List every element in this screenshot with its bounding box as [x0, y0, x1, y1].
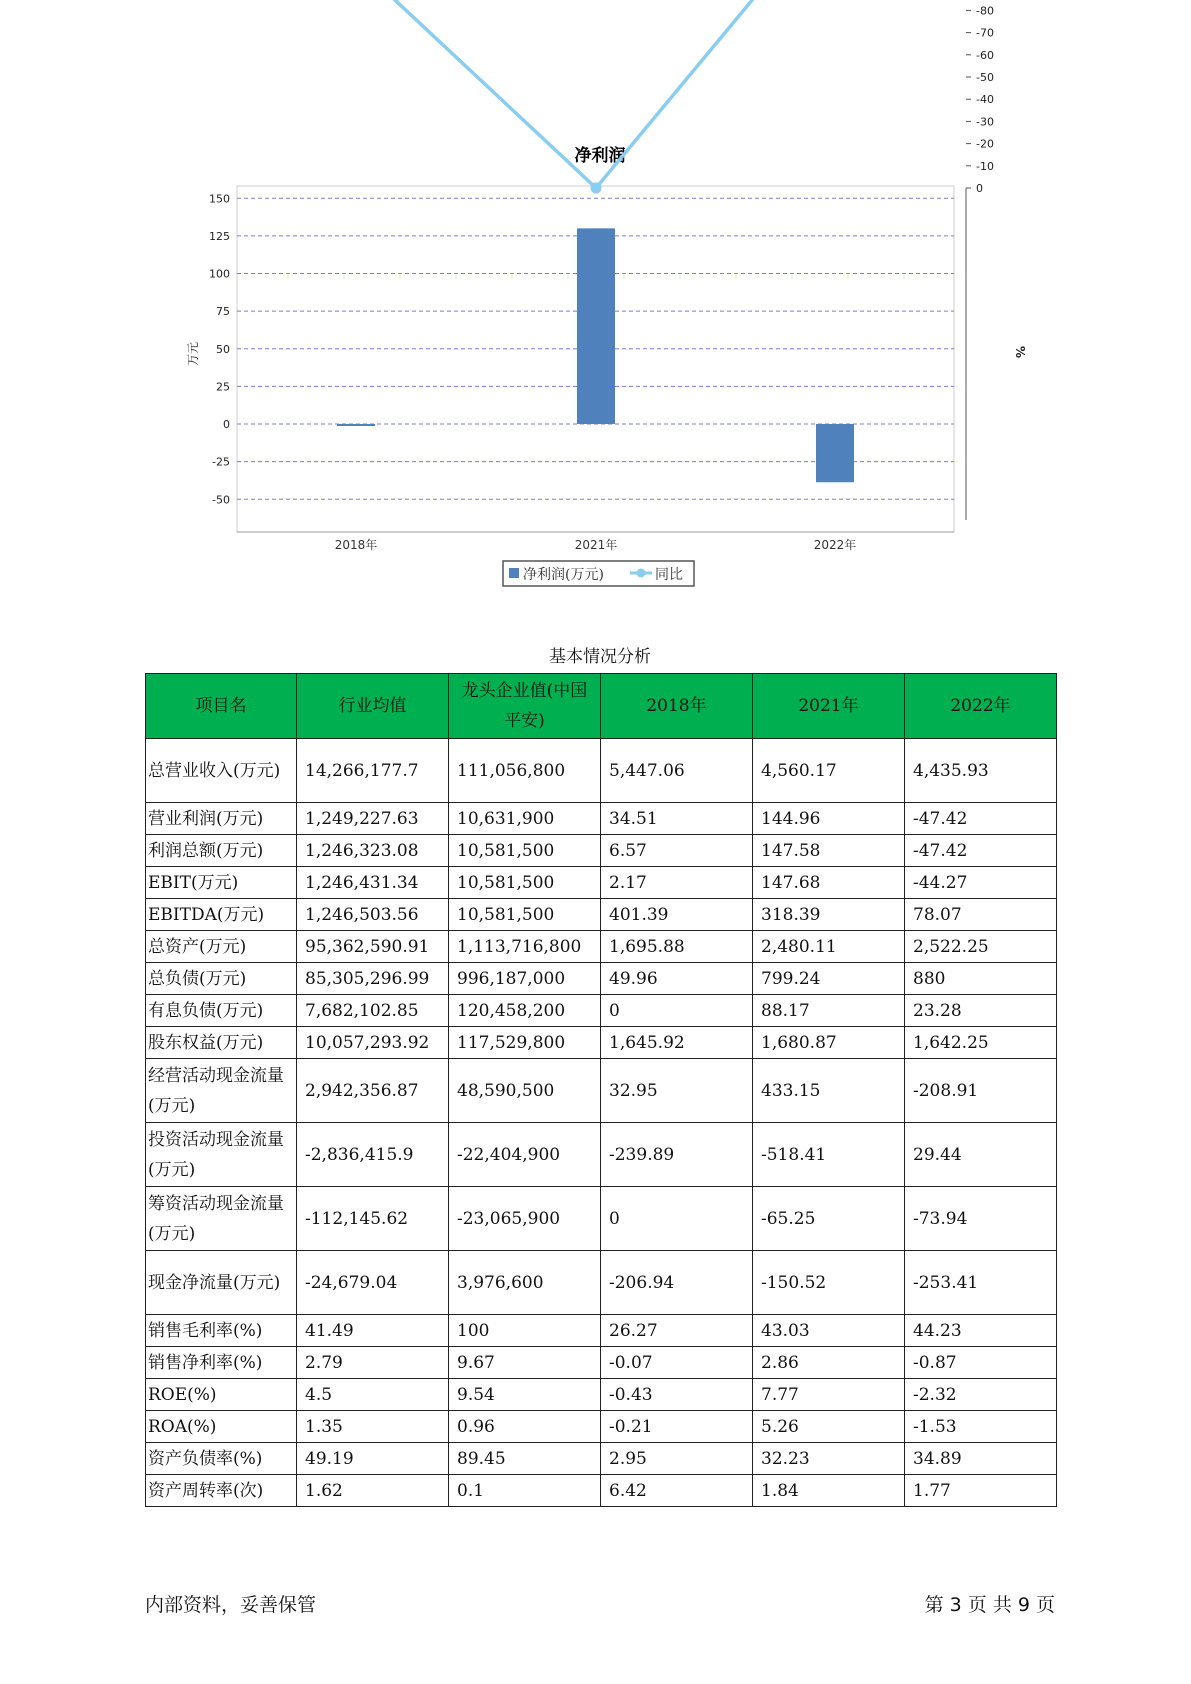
- table-cell: 996,187,000: [449, 963, 601, 995]
- row-label: ROE(%): [146, 1379, 297, 1411]
- table-cell: 117,529,800: [449, 1027, 601, 1059]
- table-row: [146, 1027, 1057, 1059]
- table-cell: 4.5: [297, 1379, 449, 1411]
- bar: [577, 228, 615, 424]
- table-row: [146, 1475, 1057, 1507]
- y2-tick-label: -60: [976, 48, 994, 62]
- y-tick-label: -25: [212, 455, 230, 469]
- yoy-point: [591, 183, 602, 194]
- table-cell: 1,645.92: [601, 1027, 753, 1059]
- table-cell: 1,680.87: [753, 1027, 905, 1059]
- y2-tick-label: -80: [976, 4, 994, 18]
- table-cell: 5,447.06: [601, 739, 753, 803]
- table-cell: 89.45: [449, 1443, 601, 1475]
- row-label: 投资活动现金流量(万元): [146, 1123, 297, 1187]
- table-cell: 48,590,500: [449, 1059, 601, 1123]
- table-cell: 1.77: [905, 1475, 1057, 1507]
- table-cell: 100: [449, 1315, 601, 1347]
- header-2021: 2021年: [753, 674, 905, 739]
- y2-tick-label: 0: [976, 182, 983, 195]
- y2-axis-title: %: [1013, 345, 1027, 359]
- table-cell: 7,682,102.85: [297, 995, 449, 1027]
- table-cell: 2.79: [297, 1347, 449, 1379]
- table-cell: 1.35: [297, 1411, 449, 1443]
- row-label: 总营业收入(万元): [146, 739, 297, 803]
- legend-bar-swatch: [509, 568, 519, 578]
- y-tick-label: 50: [216, 342, 230, 356]
- header-industry-avg: 行业均值: [297, 674, 449, 739]
- table-cell: 2,480.11: [753, 931, 905, 963]
- row-label: 利润总额(万元): [146, 835, 297, 867]
- table-cell: 2,942,356.87: [297, 1059, 449, 1123]
- table-cell: 111,056,800: [449, 739, 601, 803]
- table-cell: 2,522.25: [905, 931, 1057, 963]
- table-row: [146, 1347, 1057, 1379]
- table-cell: -24,679.04: [297, 1251, 449, 1315]
- table-cell: -1.53: [905, 1411, 1057, 1443]
- table-cell: 0.96: [449, 1411, 601, 1443]
- table-cell: 9.67: [449, 1347, 601, 1379]
- table-row: [146, 1411, 1057, 1443]
- y-tick-label: 125: [209, 229, 230, 243]
- table-cell: -518.41: [753, 1123, 905, 1187]
- table-cell: 26.27: [601, 1315, 753, 1347]
- y2-tick-label: -20: [976, 137, 994, 151]
- bar: [337, 424, 375, 426]
- bar-series: [337, 228, 854, 482]
- table-cell: 44.23: [905, 1315, 1057, 1347]
- analysis-table: [145, 673, 1057, 1507]
- table-cell: 880: [905, 963, 1057, 995]
- table-cell: 10,581,500: [449, 867, 601, 899]
- row-label: 资产周转率(次): [146, 1475, 297, 1507]
- y-axis-title: 万元: [186, 341, 200, 367]
- table-cell: 2.86: [753, 1347, 905, 1379]
- table-cell: 10,581,500: [449, 899, 601, 931]
- net-profit-chart: [0, 0, 1191, 620]
- table-cell: 23.28: [905, 995, 1057, 1027]
- header-item-name: 项目名: [146, 674, 297, 739]
- table-cell: 147.68: [753, 867, 905, 899]
- table-cell: -44.27: [905, 867, 1057, 899]
- table-cell: 9.54: [449, 1379, 601, 1411]
- table-cell: 0: [601, 1187, 753, 1251]
- footer-confidential-note: 内部资料，妥善保管: [145, 1594, 317, 1616]
- table-cell: -150.52: [753, 1251, 905, 1315]
- table-cell: 4,560.17: [753, 739, 905, 803]
- table-cell: 34.89: [905, 1443, 1057, 1475]
- y2-tick-label: -50: [976, 71, 994, 84]
- table-cell: 318.39: [753, 899, 905, 931]
- table-row: [146, 1379, 1057, 1411]
- y-tick-label: 150: [209, 192, 230, 206]
- table-cell: -47.42: [905, 835, 1057, 867]
- table-cell: 10,581,500: [449, 835, 601, 867]
- legend-line-marker: [637, 569, 646, 578]
- table-caption: 基本情况分析: [549, 647, 651, 667]
- table-cell: 1.62: [297, 1475, 449, 1507]
- table-cell: 10,057,293.92: [297, 1027, 449, 1059]
- table-row: [146, 931, 1057, 963]
- row-label: ROA(%): [146, 1411, 297, 1443]
- table-cell: 1,246,431.34: [297, 867, 449, 899]
- table-cell: 1,246,503.56: [297, 899, 449, 931]
- table-cell: 10,631,900: [449, 803, 601, 835]
- table-row: [146, 1251, 1057, 1315]
- table-row: [146, 867, 1057, 899]
- row-label: EBIT(万元): [146, 867, 297, 899]
- chart-legend: [503, 561, 694, 586]
- table-row: [146, 1187, 1057, 1251]
- table-cell: 1,642.25: [905, 1027, 1057, 1059]
- table-cell: -239.89: [601, 1123, 753, 1187]
- table-cell: 3,976,600: [449, 1251, 601, 1315]
- row-label: 销售净利率(%): [146, 1347, 297, 1379]
- row-label: 筹资活动现金流量(万元): [146, 1187, 297, 1251]
- x-tick-label: 2022年: [813, 538, 857, 552]
- table-row: [146, 1443, 1057, 1475]
- table-cell: 1,113,716,800: [449, 931, 601, 963]
- table-row: [146, 803, 1057, 835]
- y-tick-label: 0: [223, 418, 230, 431]
- table-cell: -47.42: [905, 803, 1057, 835]
- table-cell: 1,249,227.63: [297, 803, 449, 835]
- table-cell: -0.87: [905, 1347, 1057, 1379]
- table-cell: 34.51: [601, 803, 753, 835]
- y2-tick-label: -30: [976, 115, 994, 129]
- table-cell: 4,435.93: [905, 739, 1057, 803]
- row-label: 经营活动现金流量(万元): [146, 1059, 297, 1123]
- table-cell: 2.95: [601, 1443, 753, 1475]
- y-tick-label: 100: [209, 267, 230, 281]
- table-cell: 6.42: [601, 1475, 753, 1507]
- table-cell: 14,266,177.7: [297, 739, 449, 803]
- table-row: [146, 899, 1057, 931]
- row-label: 资产负债率(%): [146, 1443, 297, 1475]
- table-cell: 49.19: [297, 1443, 449, 1475]
- table-cell: -112,145.62: [297, 1187, 449, 1251]
- y-tick-label: -50: [212, 493, 230, 507]
- table-header-row: [146, 674, 1057, 739]
- table-cell: 1,695.88: [601, 931, 753, 963]
- table-cell: 401.39: [601, 899, 753, 931]
- table-cell: -2.32: [905, 1379, 1057, 1411]
- table-cell: 1.84: [753, 1475, 905, 1507]
- row-label: 有息负债(万元): [146, 995, 297, 1027]
- table-cell: 88.17: [753, 995, 905, 1027]
- table-cell: 95,362,590.91: [297, 931, 449, 963]
- table-cell: 7.77: [753, 1379, 905, 1411]
- table-cell: 2.17: [601, 867, 753, 899]
- table-cell: -65.25: [753, 1187, 905, 1251]
- table-cell: 0: [601, 995, 753, 1027]
- table-cell: -2,836,415.9: [297, 1123, 449, 1187]
- table-cell: 85,305,296.99: [297, 963, 449, 995]
- row-label: 总负债(万元): [146, 963, 297, 995]
- y-tick-label: 75: [216, 305, 230, 319]
- table-cell: -0.21: [601, 1411, 753, 1443]
- table-cell: 29.44: [905, 1123, 1057, 1187]
- y2-tick-label: -70: [976, 26, 994, 40]
- x-tick-label: 2018年: [334, 538, 378, 552]
- table-cell: 78.07: [905, 899, 1057, 931]
- y2-tick-label: -10: [976, 159, 994, 173]
- table-cell: -23,065,900: [449, 1187, 601, 1251]
- table-cell: -208.91: [905, 1059, 1057, 1123]
- row-label: 销售毛利率(%): [146, 1315, 297, 1347]
- table-cell: -0.07: [601, 1347, 753, 1379]
- table-cell: 799.24: [753, 963, 905, 995]
- table-cell: 433.15: [753, 1059, 905, 1123]
- x-tick-label: 2021年: [574, 538, 618, 552]
- table-cell: -22,404,900: [449, 1123, 601, 1187]
- table-row: [146, 1123, 1057, 1187]
- table-cell: 41.49: [297, 1315, 449, 1347]
- table-row: [146, 995, 1057, 1027]
- table-cell: -73.94: [905, 1187, 1057, 1251]
- table-cell: 32.95: [601, 1059, 753, 1123]
- row-label: 营业利润(万元): [146, 803, 297, 835]
- table-cell: 120,458,200: [449, 995, 601, 1027]
- table-cell: 32.23: [753, 1443, 905, 1475]
- table-cell: -206.94: [601, 1251, 753, 1315]
- row-label: EBITDA(万元): [146, 899, 297, 931]
- header-2022: 2022年: [905, 674, 1057, 739]
- chart-title: 净利润: [574, 146, 626, 166]
- table-cell: -253.41: [905, 1251, 1057, 1315]
- table-row: [146, 835, 1057, 867]
- table-cell: 49.96: [601, 963, 753, 995]
- table-row: [146, 1059, 1057, 1123]
- row-label: 现金净流量(万元): [146, 1251, 297, 1315]
- table-row: [146, 1315, 1057, 1347]
- bar: [816, 424, 854, 482]
- y-tick-label: 25: [216, 380, 230, 394]
- table-row: [146, 963, 1057, 995]
- table-cell: 5.26: [753, 1411, 905, 1443]
- table-cell: 43.03: [753, 1315, 905, 1347]
- legend-bar-label: 净利润(万元): [523, 567, 604, 583]
- footer-page-number: 第 3 页 共 9 页: [924, 1594, 1055, 1616]
- table-row: [146, 739, 1057, 803]
- row-label: 股东权益(万元): [146, 1027, 297, 1059]
- table-cell: 147.58: [753, 835, 905, 867]
- table-cell: 144.96: [753, 803, 905, 835]
- table-cell: 6.57: [601, 835, 753, 867]
- row-label: 总资产(万元): [146, 931, 297, 963]
- header-leader-value: 龙头企业值(中国平安): [449, 674, 601, 739]
- y2-tick-label: -40: [976, 93, 994, 107]
- header-2018: 2018年: [601, 674, 753, 739]
- table-cell: 1,246,323.08: [297, 835, 449, 867]
- legend-line-label: 同比: [655, 567, 683, 583]
- table-cell: -0.43: [601, 1379, 753, 1411]
- table-cell: 0.1: [449, 1475, 601, 1507]
